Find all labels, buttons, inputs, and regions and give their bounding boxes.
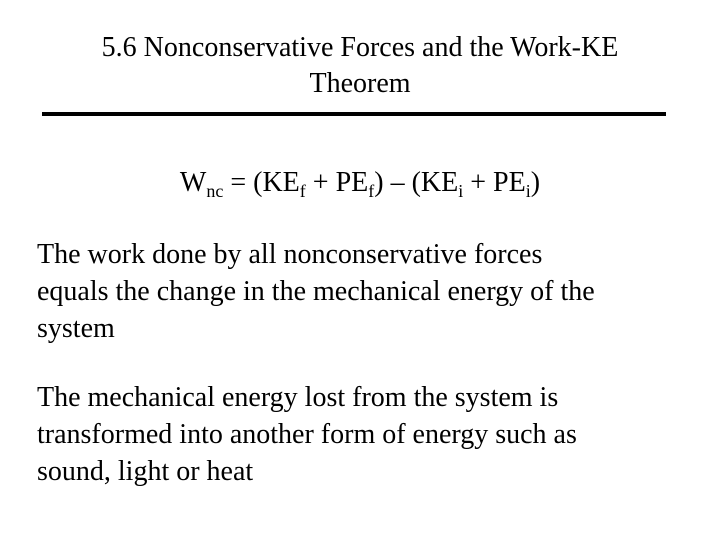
eq-w: W: [179, 167, 207, 198]
paragraph-2-line-3: sound, light or heat: [37, 456, 254, 487]
paragraph-energy-lost: [37, 379, 687, 490]
eq-kei-sub: i: [458, 181, 464, 201]
title-line-1: 5.6 Nonconservative Forces and the Work-KE: [101, 32, 619, 63]
paragraph-1-line-1: The work done by all nonconservative forces: [37, 239, 543, 270]
paragraph-2-line-1: The mechanical energy lost from the system is: [37, 382, 559, 413]
eq-w-sub: nc: [206, 181, 224, 201]
eq-part-mid: ) – (KE: [374, 167, 459, 198]
eq-part-plus2: + PE: [463, 167, 526, 198]
eq-part-open: = (KE: [223, 167, 300, 198]
title-divider: [42, 112, 666, 116]
eq-kef-sub: f: [299, 181, 306, 201]
work-ke-equation: [0, 165, 720, 201]
paragraph-1-line-3: system: [37, 313, 115, 344]
paragraph-1-line-2: equals the change in the mechanical energy of the: [37, 276, 595, 307]
slide-title: [0, 30, 720, 102]
eq-part-plus1: + PE: [305, 167, 369, 198]
eq-part-close: ): [530, 167, 541, 198]
title-line-2: Theorem: [309, 68, 411, 99]
eq-pei-sub: i: [525, 181, 531, 201]
eq-pef-sub: f: [368, 181, 375, 201]
paragraph-nonconservative-work: [37, 236, 687, 347]
paragraph-2-line-2: transformed into another form of energy such as: [37, 419, 577, 450]
